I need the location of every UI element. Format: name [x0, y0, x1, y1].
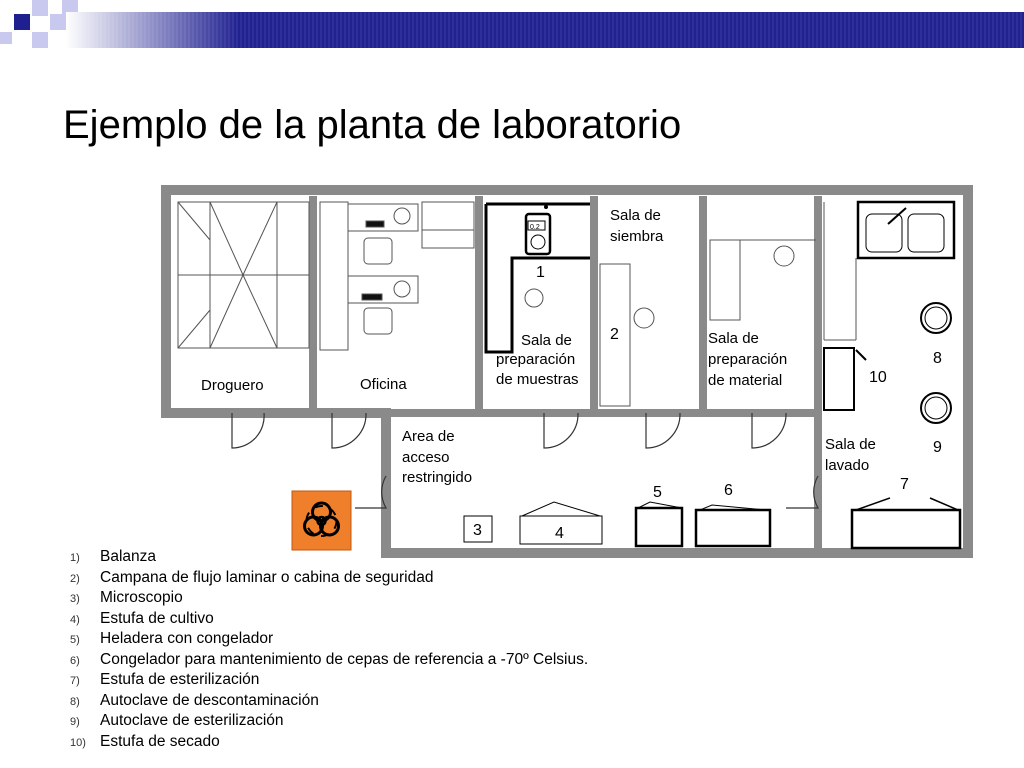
marker-3: 3 — [473, 522, 482, 539]
sterilization-oven-7 — [852, 498, 960, 548]
drying-oven-10 — [824, 348, 866, 410]
slide-title: Ejemplo de la planta de laboratorio — [63, 103, 682, 147]
sink — [824, 202, 954, 340]
room-label-acceso: restringido — [402, 469, 473, 486]
marker-7: 7 — [900, 476, 909, 493]
material-bench — [710, 240, 816, 320]
legend-item: 9) Autoclave de esterilización — [70, 712, 284, 729]
legend-item: 10) Estufa de secado — [70, 732, 220, 750]
shelving — [178, 202, 309, 348]
hood — [600, 264, 654, 406]
marker-1: 1 — [536, 264, 545, 281]
room-label-lavado: Sala de — [825, 436, 876, 453]
room-label-droguero: Droguero — [201, 377, 264, 394]
legend-item: 5) Heladera con congelador — [70, 630, 274, 647]
office-furniture — [320, 202, 474, 350]
marker-2: 2 — [610, 326, 619, 343]
marker-6: 6 — [724, 482, 733, 499]
fridge-5 — [636, 502, 682, 546]
room-label-acceso: Area de — [402, 428, 455, 445]
room-label-siembra: siembra — [610, 228, 664, 245]
marker-8: 8 — [933, 350, 942, 367]
room-label-lavado: lavado — [825, 457, 870, 474]
legend-item: 7) Estufa de esterilización — [70, 671, 260, 688]
room-label-acceso: acceso — [402, 449, 450, 466]
room-label-muestras: preparación — [496, 351, 576, 368]
legend-item: 3) Microscopio — [70, 589, 183, 606]
balance-display: 0.2 — [530, 224, 540, 231]
room-label-siembra: Sala de — [610, 207, 661, 224]
room-label-muestras: Sala de — [521, 332, 572, 349]
room-label-oficina: Oficina — [360, 376, 407, 393]
marker-4: 4 — [555, 525, 564, 542]
legend-item: 8) Autoclave de descontaminación — [70, 691, 319, 709]
room-label-material: de material — [708, 372, 783, 389]
room-label-material: Sala de — [708, 330, 759, 347]
marker-5: 5 — [653, 484, 662, 501]
marker-9: 9 — [933, 439, 942, 456]
room-label-muestras: de muestras — [496, 371, 579, 388]
autoclave-9 — [921, 393, 951, 423]
legend-item: 2) Campana de flujo laminar o cabina de seguridad — [70, 568, 434, 586]
equipment-legend — [70, 547, 588, 752]
marker-10: 10 — [869, 369, 887, 386]
legend-item: 1) Balanza — [70, 548, 157, 565]
legend-item: 4) Estufa de cultivo — [70, 609, 214, 627]
legend-item: 6) Congelador para mantenimiento de cepas de referencia a -70º Celsius. — [70, 650, 589, 668]
freezer-6 — [696, 505, 770, 546]
room-label-material: preparación — [708, 351, 788, 368]
biohazard-icon — [292, 491, 351, 550]
autoclave-8 — [921, 303, 951, 333]
